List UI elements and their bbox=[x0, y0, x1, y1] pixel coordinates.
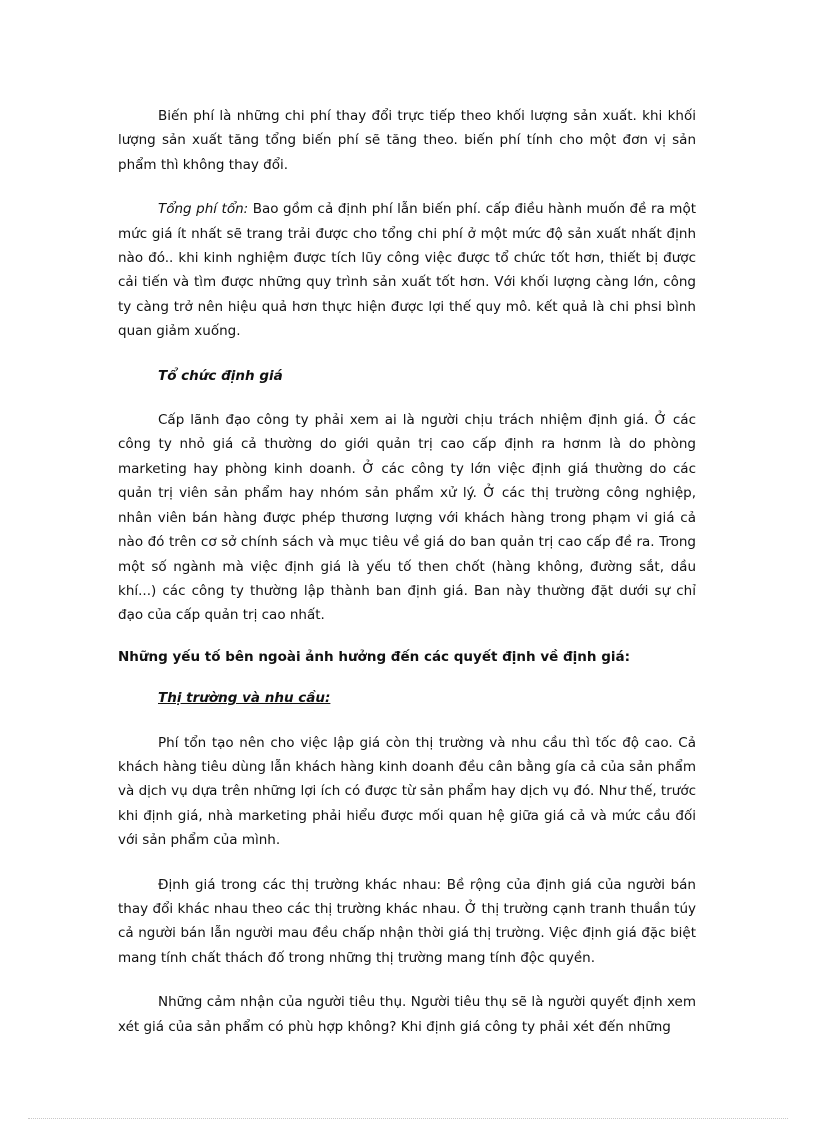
paragraph-consumer-perception: Những cảm nhận của người tiêu thụ. Người tiêu thụ sẽ là người quyết định xem xét giá của sản phẩm có phù hợp không? Khi định giá công ty phải xét đến những bbox=[118, 994, 696, 1035]
total-cost-body: Bao gồm cả định phí lẫn biến phí. cấp điều hành muốn đề ra một mức giá ít nhất sẽ trang trải được cho tổng chi phí ở một mức độ sản xuất nhất định nào đó.. khi kinh nghiệm được tích lũy công việc được tổ chức tốt hơn, thiết bị được cải tiến và tìm được những quy trình sản xuất tốt hơn. Với khối lượng càng lớn, công ty càng trở nên hiệu quả hơn thực hiện được lợi thế quy mô. kết quả là chi phsi bình quan giảm xuống. bbox=[118, 201, 696, 340]
heading-external-factors: Những yếu tố bên ngoài ảnh hưởng đến các quyết định về định giá: bbox=[118, 648, 631, 665]
paragraph-total-cost bbox=[118, 197, 696, 343]
paragraph-variable-cost: Biến phí là những chi phí thay đổi trực tiếp theo khối lượng sản xuất. khi khối lượng sản xuất tăng tổng biến phí sẽ tăng theo. biến phí tính cho một đơn vị sản phẩm thì không thay đổi. bbox=[118, 108, 696, 173]
paragraph-different-markets: Định giá trong các thị trường khác nhau: Bề rộng của định giá của người bán thay đổi khác nhau theo các thị trường khác nhau. Ở thị trường cạnh tranh thuần túy cả người bán lẫn người mau đều chấp nhận thời giá thị trường. Việc định giá đặc biệt mang tính chất thách đố trong những thị trường mang tính độc quyền. bbox=[118, 876, 696, 966]
paragraph-market-demand: Phí tổn tạo nên cho việc lập giá còn thị trường và nhu cầu thì tốc độ cao. Cả khách hàng tiêu dùng lẫn khách hàng kinh doanh đều cân bằng gía cả của sản phẩm và dịch vụ dựa trên những lợi ích có được từ sản phẩm hay dịch vụ đó. Như thế, trước khi định giá, nhà marketing phải hiểu được mối quan hệ giữa giá cả và mức cầu đối với sản phẩm của mình. bbox=[118, 734, 696, 849]
paragraph-pricing-organization: Cấp lãnh đạo công ty phải xem ai là người chịu trách nhiệm định giá. Ở các công ty nhỏ giá cả thường do giới quản trị cao cấp định ra hơnm là do phòng marketing hay phòng kinh doanh. Ở các công ty lớn việc định giá thường do các quản trị viên sản phẩm hay nhóm sản phẩm xử lý. Ở các thị trường công nghiệp, nhân viên bán hàng được phép thương lượng với khách hàng trong phạm vi giá cả nào đó trên cơ sở chính sách và mục tiêu về giá do ban quản trị cao cấp đề ra. Trong một số ngành mà việc định giá là yếu tố then chốt (hàng không, đường sắt, dầu khí...) các công ty thường lập thành ban định giá. Ban này thường đặt dưới sự chỉ đạo của cấp quản trị cao nhất. bbox=[118, 412, 696, 624]
document-body bbox=[118, 104, 696, 1039]
heading-pricing-organization: Tổ chức định giá bbox=[158, 367, 283, 384]
heading-market-demand: Thị trường và nhu cầu: bbox=[158, 690, 331, 707]
page-bottom-divider bbox=[28, 1118, 788, 1119]
total-cost-term: Tổng phí tổn: bbox=[158, 201, 249, 218]
